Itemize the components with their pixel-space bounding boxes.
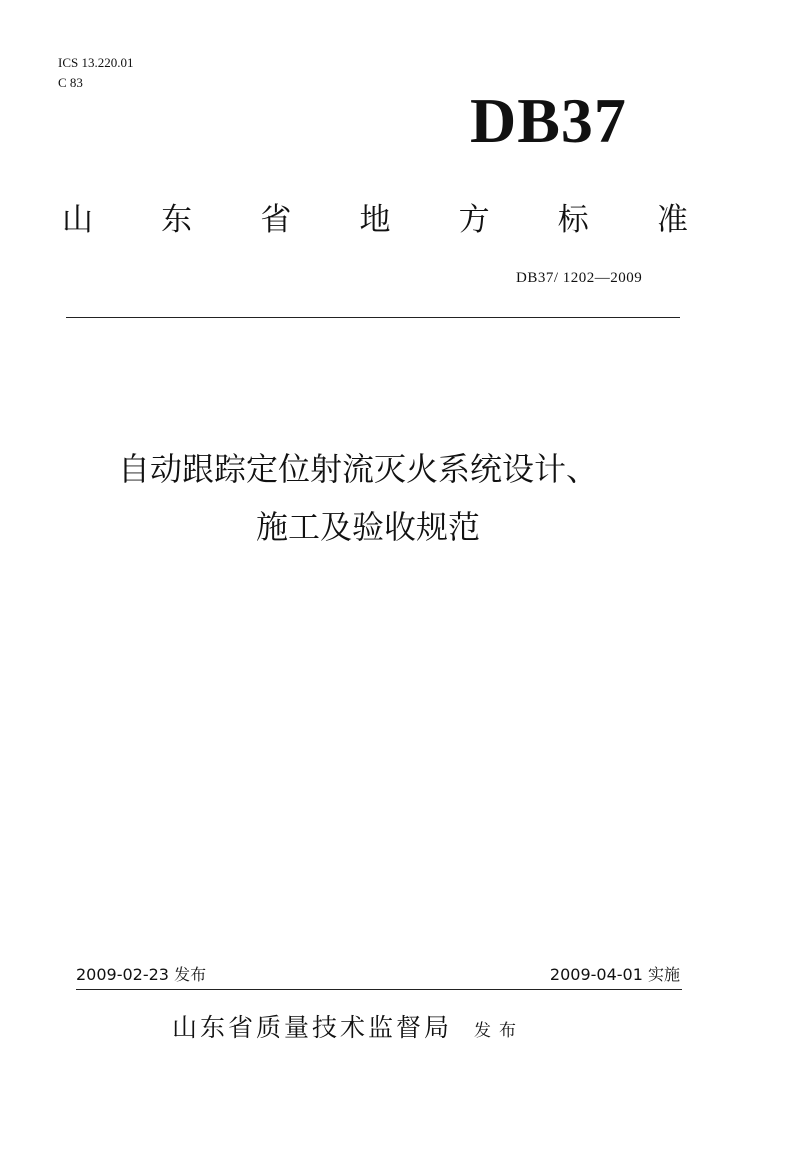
title-line-1: 自动跟踪定位射流灭火系统设计、 [118, 450, 599, 488]
classification-codes [58, 53, 133, 93]
standard-code-heading: DB37 [470, 85, 627, 156]
standard-type-char: 省 [260, 202, 292, 238]
standard-type-char: 山 [62, 202, 93, 238]
standard-type-char: 东 [161, 202, 193, 238]
publisher-organization: 山东省质量技术监督局 [172, 1013, 453, 1042]
standard-type-char: 方 [458, 202, 490, 238]
ccs-code: C 83 [58, 75, 83, 90]
standard-type [62, 196, 688, 244]
publish-action: 发布 [474, 1021, 525, 1041]
effective-date: 2009-04-01 实施 [549, 965, 680, 984]
title-line-2: 施工及验收规范 [256, 508, 481, 546]
ics-code: ICS 13.220.01 [58, 55, 134, 70]
issue-date: 2009-02-23 发布 [76, 965, 207, 984]
standard-type-char: 标 [557, 202, 589, 238]
standard-type-char: 地 [359, 202, 391, 238]
publisher-line [172, 1010, 524, 1049]
header-divider [66, 317, 680, 318]
date-row [76, 964, 680, 986]
footer-divider [76, 989, 682, 990]
standard-number: DB37/ 1202—2009 [516, 270, 643, 286]
standard-type-char: 准 [656, 202, 688, 238]
